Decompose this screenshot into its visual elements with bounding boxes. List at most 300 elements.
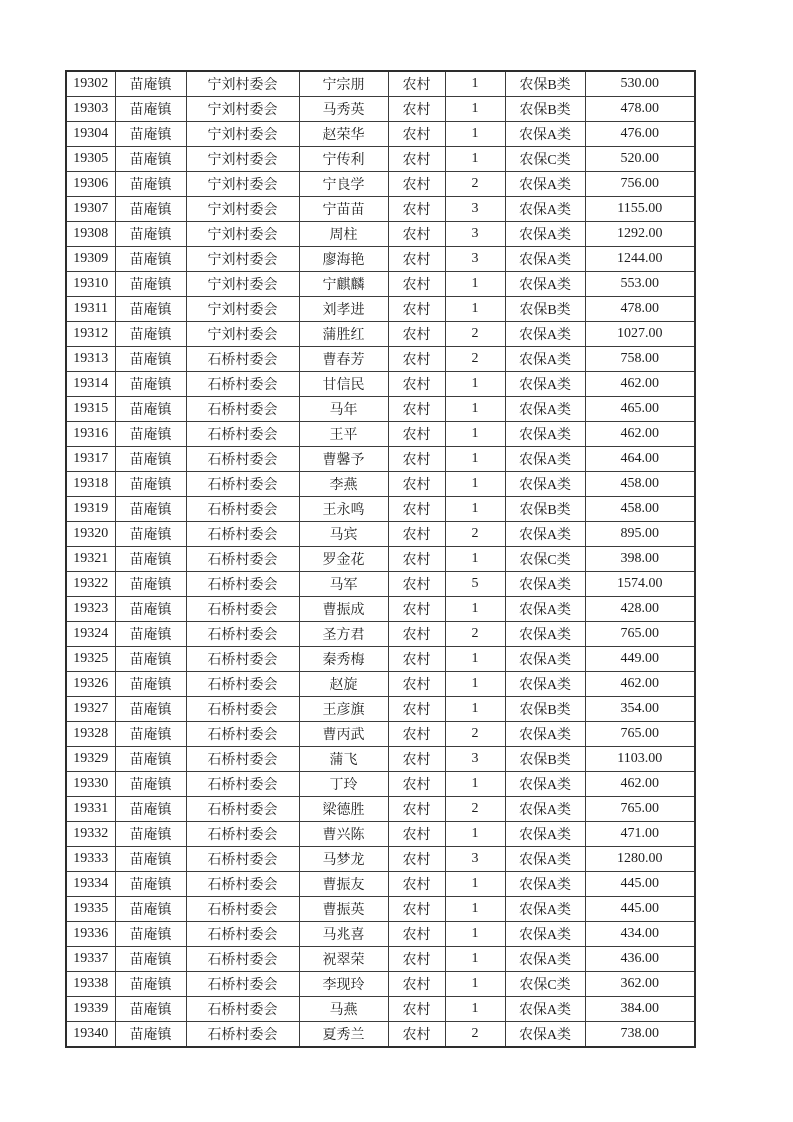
cell-person-name: 李燕 [299, 472, 388, 497]
cell-village-committee: 石桥村委会 [186, 997, 299, 1022]
cell-village-committee: 宁刘村委会 [186, 197, 299, 222]
cell-person-count: 1 [445, 547, 505, 572]
cell-person-name: 圣方君 [299, 622, 388, 647]
cell-person-name: 王平 [299, 422, 388, 447]
cell-record-id: 19322 [66, 572, 115, 597]
cell-record-id: 19326 [66, 672, 115, 697]
cell-town: 苗庵镇 [115, 172, 186, 197]
cell-record-id: 19327 [66, 697, 115, 722]
cell-amount: 1574.00 [585, 572, 695, 597]
cell-person-count: 1 [445, 697, 505, 722]
cell-village-committee: 石桥村委会 [186, 572, 299, 597]
table-row [66, 172, 695, 197]
cell-record-id: 19337 [66, 947, 115, 972]
cell-record-id: 19309 [66, 247, 115, 272]
cell-person-name: 王永鸣 [299, 497, 388, 522]
cell-amount: 530.00 [585, 71, 695, 97]
table-row [66, 197, 695, 222]
table-row [66, 722, 695, 747]
table-row [66, 397, 695, 422]
cell-person-count: 1 [445, 647, 505, 672]
table-row [66, 347, 695, 372]
cell-village-committee: 宁刘村委会 [186, 172, 299, 197]
cell-village-committee: 石桥村委会 [186, 347, 299, 372]
cell-person-name: 宁宗朋 [299, 71, 388, 97]
table-row [66, 922, 695, 947]
cell-town: 苗庵镇 [115, 97, 186, 122]
cell-record-id: 19315 [66, 397, 115, 422]
cell-person-count: 1 [445, 672, 505, 697]
cell-residence-type: 农村 [388, 447, 445, 472]
cell-insurance-category: 农保A类 [505, 172, 585, 197]
cell-amount: 465.00 [585, 397, 695, 422]
cell-residence-type: 农村 [388, 722, 445, 747]
cell-insurance-category: 农保A类 [505, 922, 585, 947]
cell-residence-type: 农村 [388, 422, 445, 447]
cell-residence-type: 农村 [388, 922, 445, 947]
cell-person-name: 曹兴陈 [299, 822, 388, 847]
cell-person-name: 曹振友 [299, 872, 388, 897]
cell-amount: 1155.00 [585, 197, 695, 222]
cell-residence-type: 农村 [388, 772, 445, 797]
cell-person-name: 宁良学 [299, 172, 388, 197]
cell-town: 苗庵镇 [115, 472, 186, 497]
cell-village-committee: 宁刘村委会 [186, 97, 299, 122]
cell-record-id: 19314 [66, 372, 115, 397]
cell-person-count: 1 [445, 297, 505, 322]
cell-residence-type: 农村 [388, 572, 445, 597]
cell-record-id: 19307 [66, 197, 115, 222]
cell-village-committee: 石桥村委会 [186, 847, 299, 872]
cell-person-count: 5 [445, 572, 505, 597]
cell-town: 苗庵镇 [115, 247, 186, 272]
cell-record-id: 19335 [66, 897, 115, 922]
cell-amount: 445.00 [585, 872, 695, 897]
cell-person-count: 1 [445, 122, 505, 147]
cell-village-committee: 石桥村委会 [186, 397, 299, 422]
cell-village-committee: 石桥村委会 [186, 497, 299, 522]
cell-residence-type: 农村 [388, 597, 445, 622]
cell-town: 苗庵镇 [115, 71, 186, 97]
cell-record-id: 19319 [66, 497, 115, 522]
cell-village-committee: 石桥村委会 [186, 972, 299, 997]
table-row [66, 372, 695, 397]
cell-person-name: 赵荣华 [299, 122, 388, 147]
cell-insurance-category: 农保A类 [505, 447, 585, 472]
cell-person-name: 丁玲 [299, 772, 388, 797]
cell-insurance-category: 农保B类 [505, 747, 585, 772]
cell-town: 苗庵镇 [115, 597, 186, 622]
cell-insurance-category: 农保A类 [505, 722, 585, 747]
table-row [66, 972, 695, 997]
cell-amount: 520.00 [585, 147, 695, 172]
cell-person-name: 马宾 [299, 522, 388, 547]
cell-person-name: 马梦龙 [299, 847, 388, 872]
cell-village-committee: 宁刘村委会 [186, 147, 299, 172]
cell-person-count: 1 [445, 872, 505, 897]
cell-residence-type: 农村 [388, 172, 445, 197]
cell-village-committee: 石桥村委会 [186, 772, 299, 797]
table-row [66, 222, 695, 247]
cell-village-committee: 石桥村委会 [186, 922, 299, 947]
cell-person-name: 祝翠荣 [299, 947, 388, 972]
cell-village-committee: 石桥村委会 [186, 897, 299, 922]
cell-village-committee: 宁刘村委会 [186, 122, 299, 147]
cell-person-name: 曹丙武 [299, 722, 388, 747]
cell-insurance-category: 农保A类 [505, 322, 585, 347]
cell-person-count: 1 [445, 447, 505, 472]
cell-village-committee: 石桥村委会 [186, 422, 299, 447]
table-row [66, 647, 695, 672]
cell-town: 苗庵镇 [115, 922, 186, 947]
cell-village-committee: 石桥村委会 [186, 822, 299, 847]
cell-amount: 398.00 [585, 547, 695, 572]
cell-residence-type: 农村 [388, 122, 445, 147]
cell-village-committee: 石桥村委会 [186, 672, 299, 697]
cell-amount: 428.00 [585, 597, 695, 622]
cell-amount: 1027.00 [585, 322, 695, 347]
cell-record-id: 19324 [66, 622, 115, 647]
cell-village-committee: 石桥村委会 [186, 647, 299, 672]
cell-person-name: 曹春芳 [299, 347, 388, 372]
cell-record-id: 19339 [66, 997, 115, 1022]
cell-person-name: 马兆喜 [299, 922, 388, 947]
cell-town: 苗庵镇 [115, 347, 186, 372]
cell-residence-type: 农村 [388, 1022, 445, 1048]
cell-town: 苗庵镇 [115, 572, 186, 597]
cell-insurance-category: 农保A类 [505, 347, 585, 372]
cell-town: 苗庵镇 [115, 1022, 186, 1048]
cell-person-count: 1 [445, 772, 505, 797]
cell-residence-type: 农村 [388, 197, 445, 222]
table-row [66, 847, 695, 872]
cell-person-name: 曹振成 [299, 597, 388, 622]
cell-person-name: 马年 [299, 397, 388, 422]
cell-record-id: 19320 [66, 522, 115, 547]
cell-record-id: 19303 [66, 97, 115, 122]
cell-amount: 765.00 [585, 797, 695, 822]
cell-person-count: 1 [445, 922, 505, 947]
cell-residence-type: 农村 [388, 222, 445, 247]
cell-person-count: 3 [445, 247, 505, 272]
cell-insurance-category: 农保A类 [505, 272, 585, 297]
cell-record-id: 19312 [66, 322, 115, 347]
cell-village-committee: 石桥村委会 [186, 1022, 299, 1048]
table-row [66, 147, 695, 172]
cell-residence-type: 农村 [388, 822, 445, 847]
cell-town: 苗庵镇 [115, 897, 186, 922]
cell-amount: 445.00 [585, 897, 695, 922]
cell-insurance-category: 农保A类 [505, 472, 585, 497]
cell-village-committee: 石桥村委会 [186, 597, 299, 622]
cell-insurance-category: 农保C类 [505, 147, 585, 172]
cell-person-name: 李现玲 [299, 972, 388, 997]
cell-town: 苗庵镇 [115, 522, 186, 547]
cell-person-count: 2 [445, 1022, 505, 1048]
cell-person-count: 1 [445, 71, 505, 97]
cell-amount: 458.00 [585, 472, 695, 497]
cell-amount: 738.00 [585, 1022, 695, 1048]
cell-town: 苗庵镇 [115, 322, 186, 347]
cell-person-count: 1 [445, 897, 505, 922]
cell-person-count: 1 [445, 497, 505, 522]
cell-village-committee: 石桥村委会 [186, 372, 299, 397]
cell-insurance-category: 农保A类 [505, 522, 585, 547]
cell-town: 苗庵镇 [115, 222, 186, 247]
table-row [66, 947, 695, 972]
cell-record-id: 19308 [66, 222, 115, 247]
cell-town: 苗庵镇 [115, 372, 186, 397]
cell-person-name: 秦秀梅 [299, 647, 388, 672]
table-row [66, 572, 695, 597]
cell-residence-type: 农村 [388, 672, 445, 697]
cell-town: 苗庵镇 [115, 447, 186, 472]
cell-village-committee: 石桥村委会 [186, 747, 299, 772]
cell-amount: 765.00 [585, 622, 695, 647]
cell-village-committee: 石桥村委会 [186, 472, 299, 497]
cell-insurance-category: 农保A类 [505, 1022, 585, 1048]
cell-person-name: 甘信民 [299, 372, 388, 397]
cell-town: 苗庵镇 [115, 672, 186, 697]
cell-person-count: 1 [445, 422, 505, 447]
cell-town: 苗庵镇 [115, 622, 186, 647]
cell-village-committee: 石桥村委会 [186, 947, 299, 972]
cell-insurance-category: 农保A类 [505, 772, 585, 797]
cell-village-committee: 石桥村委会 [186, 872, 299, 897]
cell-amount: 384.00 [585, 997, 695, 1022]
cell-person-name: 周柱 [299, 222, 388, 247]
cell-record-id: 19302 [66, 71, 115, 97]
cell-person-count: 1 [445, 822, 505, 847]
cell-insurance-category: 农保A类 [505, 572, 585, 597]
table-row [66, 622, 695, 647]
cell-town: 苗庵镇 [115, 297, 186, 322]
cell-record-id: 19317 [66, 447, 115, 472]
cell-person-count: 2 [445, 172, 505, 197]
cell-insurance-category: 农保A类 [505, 647, 585, 672]
cell-amount: 1244.00 [585, 247, 695, 272]
table-row [66, 1022, 695, 1048]
cell-amount: 478.00 [585, 297, 695, 322]
cell-town: 苗庵镇 [115, 647, 186, 672]
cell-person-count: 2 [445, 797, 505, 822]
cell-town: 苗庵镇 [115, 547, 186, 572]
table-row [66, 997, 695, 1022]
table-row [66, 747, 695, 772]
table-row [66, 697, 695, 722]
cell-village-committee: 宁刘村委会 [186, 222, 299, 247]
cell-insurance-category: 农保A类 [505, 847, 585, 872]
cell-residence-type: 农村 [388, 497, 445, 522]
table-row [66, 822, 695, 847]
cell-record-id: 19305 [66, 147, 115, 172]
cell-amount: 458.00 [585, 497, 695, 522]
cell-insurance-category: 农保A类 [505, 372, 585, 397]
cell-insurance-category: 农保B类 [505, 497, 585, 522]
cell-insurance-category: 农保C类 [505, 547, 585, 572]
cell-person-count: 1 [445, 997, 505, 1022]
table-row [66, 772, 695, 797]
cell-insurance-category: 农保A类 [505, 222, 585, 247]
cell-amount: 765.00 [585, 722, 695, 747]
table-row [66, 71, 695, 97]
table-row [66, 247, 695, 272]
cell-insurance-category: 农保A类 [505, 672, 585, 697]
cell-town: 苗庵镇 [115, 847, 186, 872]
cell-residence-type: 农村 [388, 322, 445, 347]
cell-town: 苗庵镇 [115, 797, 186, 822]
table-row [66, 797, 695, 822]
cell-amount: 462.00 [585, 422, 695, 447]
cell-town: 苗庵镇 [115, 772, 186, 797]
cell-amount: 758.00 [585, 347, 695, 372]
cell-village-committee: 石桥村委会 [186, 722, 299, 747]
cell-person-name: 马燕 [299, 997, 388, 1022]
cell-village-committee: 宁刘村委会 [186, 272, 299, 297]
cell-record-id: 19334 [66, 872, 115, 897]
cell-insurance-category: 农保A类 [505, 247, 585, 272]
cell-village-committee: 石桥村委会 [186, 522, 299, 547]
cell-insurance-category: 农保A类 [505, 997, 585, 1022]
pension-record-table [65, 70, 696, 1048]
table-row [66, 897, 695, 922]
cell-amount: 756.00 [585, 172, 695, 197]
cell-person-name: 宁麒麟 [299, 272, 388, 297]
cell-person-count: 1 [445, 397, 505, 422]
cell-town: 苗庵镇 [115, 147, 186, 172]
cell-town: 苗庵镇 [115, 122, 186, 147]
cell-record-id: 19325 [66, 647, 115, 672]
cell-town: 苗庵镇 [115, 747, 186, 772]
cell-person-count: 1 [445, 472, 505, 497]
cell-residence-type: 农村 [388, 947, 445, 972]
cell-person-name: 蒲飞 [299, 747, 388, 772]
cell-person-count: 3 [445, 197, 505, 222]
cell-residence-type: 农村 [388, 297, 445, 322]
cell-insurance-category: 农保C类 [505, 972, 585, 997]
cell-amount: 362.00 [585, 972, 695, 997]
cell-person-count: 3 [445, 222, 505, 247]
cell-town: 苗庵镇 [115, 497, 186, 522]
cell-residence-type: 农村 [388, 347, 445, 372]
cell-amount: 1292.00 [585, 222, 695, 247]
cell-person-name: 宁传利 [299, 147, 388, 172]
cell-person-count: 2 [445, 322, 505, 347]
cell-person-name: 马军 [299, 572, 388, 597]
cell-residence-type: 农村 [388, 472, 445, 497]
cell-town: 苗庵镇 [115, 272, 186, 297]
table-row [66, 297, 695, 322]
cell-residence-type: 农村 [388, 647, 445, 672]
table-row [66, 322, 695, 347]
cell-person-name: 蒲胜红 [299, 322, 388, 347]
cell-record-id: 19306 [66, 172, 115, 197]
cell-insurance-category: 农保B类 [505, 97, 585, 122]
cell-town: 苗庵镇 [115, 997, 186, 1022]
cell-village-committee: 宁刘村委会 [186, 297, 299, 322]
cell-amount: 462.00 [585, 672, 695, 697]
cell-person-count: 1 [445, 97, 505, 122]
cell-residence-type: 农村 [388, 797, 445, 822]
cell-person-count: 1 [445, 947, 505, 972]
cell-residence-type: 农村 [388, 847, 445, 872]
cell-record-id: 19311 [66, 297, 115, 322]
cell-residence-type: 农村 [388, 247, 445, 272]
cell-amount: 1280.00 [585, 847, 695, 872]
cell-insurance-category: 农保B类 [505, 697, 585, 722]
cell-residence-type: 农村 [388, 997, 445, 1022]
cell-person-name: 曹馨予 [299, 447, 388, 472]
cell-residence-type: 农村 [388, 71, 445, 97]
table-row [66, 522, 695, 547]
cell-insurance-category: 农保B类 [505, 297, 585, 322]
cell-person-name: 宁苗苗 [299, 197, 388, 222]
cell-town: 苗庵镇 [115, 947, 186, 972]
cell-person-count: 2 [445, 622, 505, 647]
cell-amount: 464.00 [585, 447, 695, 472]
table-row [66, 497, 695, 522]
cell-record-id: 19318 [66, 472, 115, 497]
cell-town: 苗庵镇 [115, 972, 186, 997]
cell-insurance-category: 农保A类 [505, 197, 585, 222]
cell-amount: 476.00 [585, 122, 695, 147]
cell-village-committee: 石桥村委会 [186, 622, 299, 647]
cell-record-id: 19304 [66, 122, 115, 147]
cell-residence-type: 农村 [388, 697, 445, 722]
cell-insurance-category: 农保A类 [505, 397, 585, 422]
cell-village-committee: 宁刘村委会 [186, 247, 299, 272]
cell-record-id: 19310 [66, 272, 115, 297]
cell-amount: 436.00 [585, 947, 695, 972]
cell-person-name: 刘孝进 [299, 297, 388, 322]
cell-residence-type: 农村 [388, 897, 445, 922]
cell-village-committee: 石桥村委会 [186, 547, 299, 572]
cell-residence-type: 农村 [388, 872, 445, 897]
cell-amount: 1103.00 [585, 747, 695, 772]
cell-insurance-category: 农保A类 [505, 622, 585, 647]
cell-residence-type: 农村 [388, 397, 445, 422]
cell-residence-type: 农村 [388, 97, 445, 122]
cell-town: 苗庵镇 [115, 397, 186, 422]
table-row [66, 422, 695, 447]
cell-insurance-category: 农保A类 [505, 872, 585, 897]
cell-person-count: 2 [445, 722, 505, 747]
cell-record-id: 19321 [66, 547, 115, 572]
cell-amount: 462.00 [585, 772, 695, 797]
cell-record-id: 19331 [66, 797, 115, 822]
cell-person-name: 曹振英 [299, 897, 388, 922]
cell-person-name: 罗金花 [299, 547, 388, 572]
cell-amount: 354.00 [585, 697, 695, 722]
cell-person-count: 1 [445, 147, 505, 172]
table-row [66, 272, 695, 297]
cell-person-count: 2 [445, 522, 505, 547]
cell-person-count: 1 [445, 597, 505, 622]
cell-town: 苗庵镇 [115, 822, 186, 847]
cell-amount: 462.00 [585, 372, 695, 397]
cell-record-id: 19332 [66, 822, 115, 847]
cell-person-name: 梁德胜 [299, 797, 388, 822]
cell-village-committee: 宁刘村委会 [186, 322, 299, 347]
cell-insurance-category: 农保A类 [505, 897, 585, 922]
cell-town: 苗庵镇 [115, 697, 186, 722]
cell-person-count: 3 [445, 747, 505, 772]
cell-person-count: 2 [445, 347, 505, 372]
cell-insurance-category: 农保A类 [505, 422, 585, 447]
cell-record-id: 19313 [66, 347, 115, 372]
cell-person-count: 3 [445, 847, 505, 872]
cell-person-name: 夏秀兰 [299, 1022, 388, 1048]
